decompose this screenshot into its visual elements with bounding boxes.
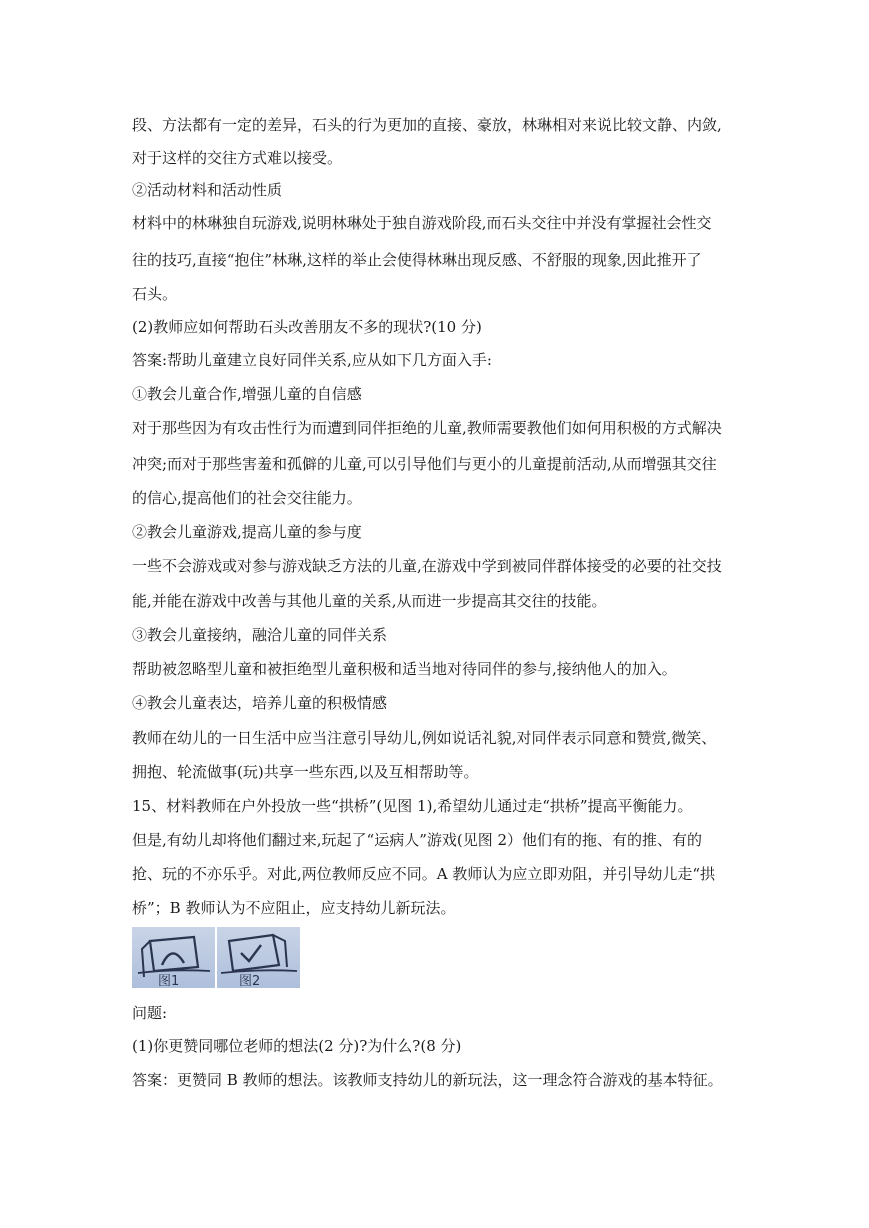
answer-line: 答案:帮助儿童建立良好同伴关系,应从如下几方面入手: [132,351,492,369]
text-line: 教师在幼儿的一日生活中应当注意引导幼儿,例如说话礼貌,对同伴表示同意和赞赏,微笑、 [132,729,717,747]
arch-bridge-sketch [132,927,215,988]
text-line: 能,并能在游戏中改善与其他儿童的关系,从而进一步提高其交往的技能。 [132,592,607,610]
section-heading: ①教会儿童合作,增强儿童的自信感 [132,385,362,403]
answer-line: 答案：更赞同 B 教师的想法。该教师支持幼儿的新玩法，这一理念符合游戏的基本特征。 [132,1071,723,1089]
text-line: 往的技巧,直接“抱住”林琳,这样的举止会使得林琳出现反感、不舒服的现象,因此推开了 [132,251,702,269]
text-line: 石头。 [132,285,178,303]
text-line: 抢、玩的不亦乐乎。对此,两位教师反应不同。A 教师认为应立即劝阻，并引导幼儿走“拱 [132,865,716,883]
figure-panel-1 [132,927,215,988]
figure-caption-1: 图1 [158,974,180,988]
text-line: 对于那些因为有攻击性行为而遭到同伴拒绝的儿童,教师需要教他们如何用积极的方式解决 [132,419,722,437]
question-label: 问题: [132,1004,168,1022]
section-heading: ④教会儿童表达，培养儿童的积极情感 [132,694,388,712]
section-heading: ③教会儿童接纳，融洽儿童的同伴关系 [132,626,388,644]
text-line: 对于这样的交往方式难以接受。 [132,149,343,167]
text-line: 但是,有幼儿却将他们翻过来,玩起了“运病人”游戏(见图 2）他们有的拖、有的推、有的 [132,831,703,849]
figure-caption-2: 图2 [239,974,261,988]
text-line: 桥”；B 教师认为不应阻止，应支持幼儿新玩法。 [132,899,456,917]
figure-panel-2 [217,927,300,988]
text-line: 拥抱、轮流做事(玩)共享一些东西,以及互相帮助等。 [132,763,479,781]
section-heading: ②活动材料和活动性质 [132,181,283,199]
flipped-bridge-sketch [217,927,300,988]
figure-arch-bridge-photos [132,927,300,988]
text-line: 材料中的林琳独自玩游戏,说明林琳处于独自游戏阶段,而石头交往中并没有掌握社会性交 [132,214,712,232]
question-heading: (1)你更赞同哪位老师的想法(2 分)?为什么?(8 分) [132,1037,462,1055]
question-material-line: 15、材料教师在户外投放一些“拱桥”(见图 1),希望幼儿通过走“拱桥”提高平衡能力。 [132,797,693,815]
question-heading: (2)教师应如何帮助石头改善朋友不多的现状?(10 分) [132,318,482,336]
section-heading: ②教会儿童游戏,提高儿童的参与度 [132,523,362,541]
text-line: 冲突;而对于那些害羞和孤僻的儿童,可以引导他们与更小的儿童提前活动,从而增强其交往 [132,455,717,473]
text-line: 段、方法都有一定的差异，石头的行为更加的直接、豪放，林琳相对来说比较文静、内敛, [132,116,722,134]
text-line: 帮助被忽略型儿童和被拒绝型儿童积极和适当地对待同伴的参与,接纳他人的加入。 [132,660,677,678]
text-line: 的信心,提高他们的社会交往能力。 [132,489,362,507]
text-line: 一些不会游戏或对参与游戏缺乏方法的儿童,在游戏中学到被同伴群体接受的必要的社交技 [132,557,722,575]
